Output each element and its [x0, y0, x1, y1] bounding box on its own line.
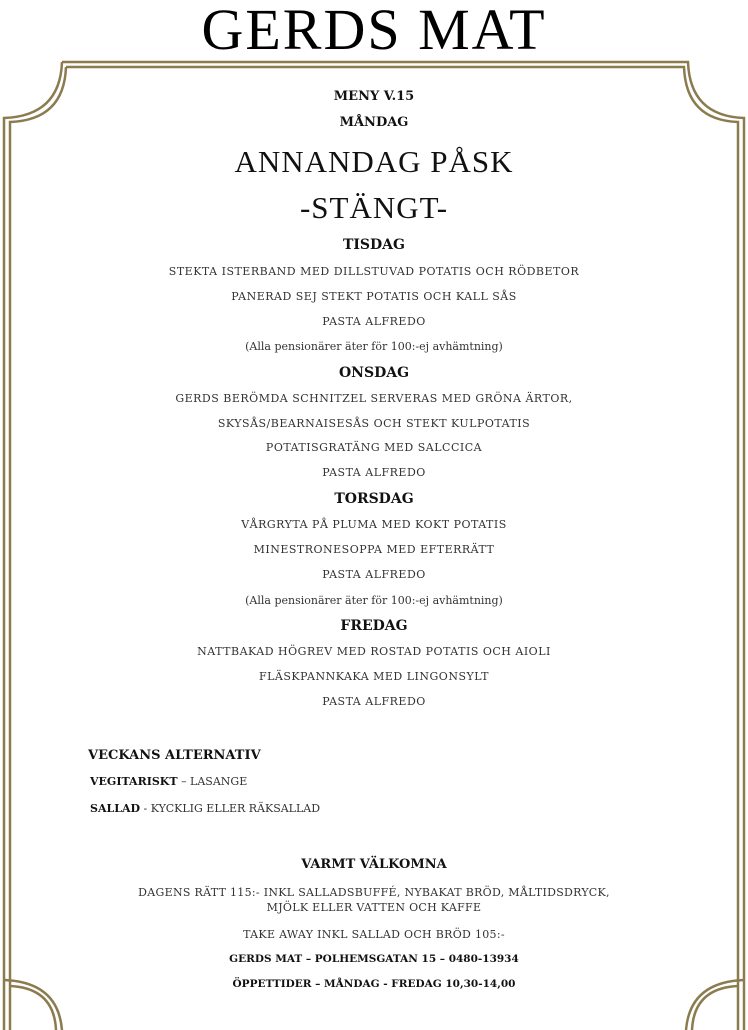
vegetarian-value: – LASANGE — [181, 775, 248, 788]
contact-info: GERDS MAT – POLHEMSGATAN 15 – 0480-13934 — [229, 953, 519, 965]
menu-item: STEKTA ISTERBAND MED DILLSTUVAD POTATIS OCH RÖDBETOR — [168, 265, 580, 278]
day-wednesday: ONSDAG — [338, 365, 410, 381]
menu-item: PASTA ALFREDO — [322, 568, 426, 581]
daily-price-line-1: DAGENS RÄTT 115:- INKL SALLADSBUFFÉ, NYBAKAT BRÖD, MÅLTIDSDRYCK, — [138, 886, 610, 899]
salad-alternative — [90, 802, 320, 815]
opening-hours: ÖPPETTIDER – MÅNDAG - FREDAG 10,30-14,00 — [232, 978, 516, 990]
salad-label: SALLAD — [90, 802, 141, 815]
vegetarian-alternative — [90, 775, 247, 788]
salad-value: - KYCKLIG ELLER RÄKSALLAD — [143, 802, 321, 815]
daily-price-line-2: MJÖLK ELLER VATTEN OCH KAFFE — [266, 901, 482, 914]
day-tuesday: TISDAG — [342, 237, 406, 253]
menu-item: POTATISGRATÄNG MED SALCCICA — [265, 441, 483, 454]
menu-item: PASTA ALFREDO — [322, 695, 426, 708]
day-friday: FREDAG — [340, 618, 408, 634]
alternatives-title: VECKANS ALTERNATIV — [88, 748, 261, 763]
restaurant-name: GERDS MAT — [201, 0, 547, 62]
menu-item: GERDS BERÖMDA SCHNITZEL SERVERAS MED GRÖNA ÄRTOR, — [175, 392, 573, 405]
menu-item: NATTBAKAD HÖGREV MED ROSTAD POTATIS OCH AIOLI — [197, 645, 551, 658]
day-monday: MÅNDAG — [339, 115, 409, 130]
vegetarian-label: VEGITARISKT — [90, 775, 178, 788]
menu-week: MENY V.15 — [333, 89, 415, 104]
menu-item: PANERAD SEJ STEKT POTATIS OCH KALL SÅS — [231, 290, 517, 303]
menu-item: SKYSÅS/BEARNAISESÅS OCH STEKT KULPOTATIS — [217, 417, 531, 430]
menu-item: VÅRGRYTA PÅ PLUMA MED KOKT POTATIS — [241, 518, 507, 531]
pensioner-note: (Alla pensionärer äter för 100:-ej avhämtning) — [245, 594, 503, 607]
menu-item: PASTA ALFREDO — [322, 315, 426, 328]
welcome-heading: VARMT VÄLKOMNA — [301, 857, 447, 872]
day-thursday: TORSDAG — [334, 491, 414, 507]
pensioner-note: (Alla pensionärer äter för 100:-ej avhämtning) — [245, 340, 503, 353]
menu-item: FLÄSKPANNKAKA MED LINGONSYLT — [258, 670, 489, 683]
monday-status: -STÄNGT- — [299, 190, 449, 225]
menu-item: MINESTRONESOPPA MED EFTERRÄTT — [253, 543, 495, 556]
takeaway-price: TAKE AWAY INKL SALLAD OCH BRÖD 105:- — [243, 928, 505, 941]
menu-item: PASTA ALFREDO — [322, 466, 426, 479]
monday-headline: ANNANDAG PÅSK — [234, 144, 514, 179]
